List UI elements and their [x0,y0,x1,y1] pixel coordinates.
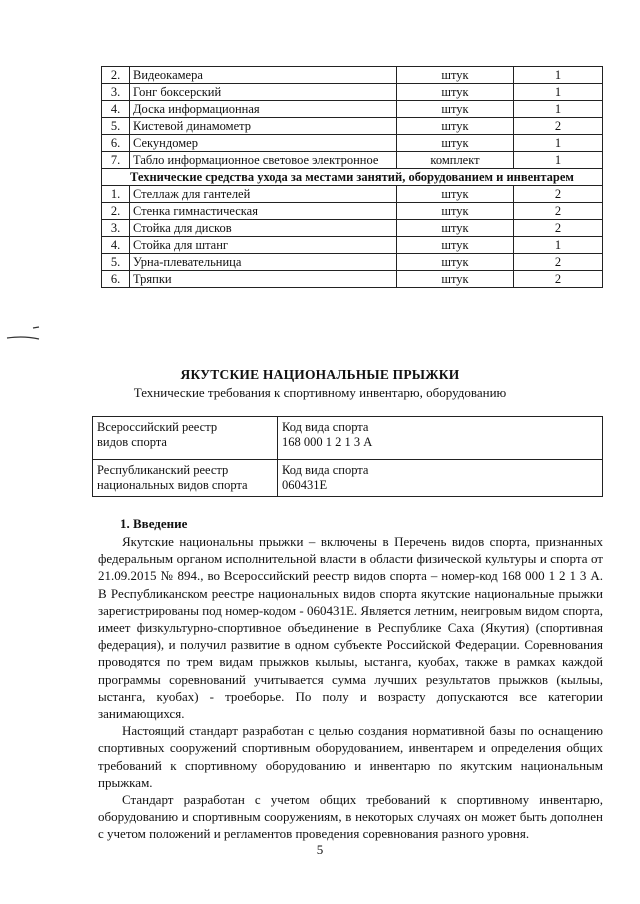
item-quantity: 2 [514,254,603,271]
item-unit: штук [397,220,514,237]
item-quantity: 1 [514,135,603,152]
row-number: 5. [102,254,130,271]
table-row [102,271,603,288]
row-number: 6. [102,271,130,288]
item-unit: штук [397,135,514,152]
item-unit: штук [397,118,514,135]
item-quantity: 1 [514,67,603,84]
item-quantity: 1 [514,101,603,118]
table-row [102,254,603,271]
registry-table [92,416,603,497]
margin-pen-mark [5,322,45,344]
item-unit: штук [397,203,514,220]
document-title: ЯКУТСКИЕ НАЦИОНАЛЬНЫЕ ПРЫЖКИ [180,367,460,382]
item-name: Доска информационная [130,101,397,118]
paragraph: Якутские национальны прыжки – включены в Перечень видов спорта, признанных федеральным органом исполнительной власти в области физической культуры и спорта от 21.09.2015 № 894., во Всероссийский реестр видов спорта – номер-код 168 000 1 2 1 3 А. В Республиканском реестре национальных видов спорта якутские национальные прыжки зарегистрированы под номер-кодом - 060431Е. Является летним, неигровым видом спорта, имеет физкультурно-спортивное объединение в Республике Саха (Якутия) (спортивная федерация), и получил развитие в одном субъекте Российской Федерации. Соревнования проводятся по трем видам прыжков кылыы, ыстанга, куобах, также в рамках каждой программы соревнований учитывается сумма лучших результатов прыжков (кылыы, ыстанга, куобах) - троеборье. По полу и возрасту допускаются все категории занимающихся. [98,534,603,722]
paragraph: Стандарт разработан с учетом общих требований к спортивному инвентарю, оборудованию и спортивным сооружениям, в некоторых случаях он может быть дополнен с учетом положений и регламентов проведения соревнования разного уровня. [98,792,603,842]
registry-code-value: 060431Е [282,478,328,492]
item-quantity: 1 [514,237,603,254]
registry-row-federal [93,417,603,460]
section-title: Технические средства ухода за местами занятий, оборудованием и инвентарем [102,169,603,186]
item-name: Табло информационное световое электронное [130,152,397,169]
item-quantity: 1 [514,152,603,169]
registry-label: национальных видов спорта [97,478,248,492]
table-row [102,67,603,84]
item-name: Тряпки [130,271,397,288]
item-quantity: 2 [514,203,603,220]
registry-label: Всероссийский реестр [97,420,218,434]
item-quantity: 2 [514,118,603,135]
row-number: 3. [102,84,130,101]
registry-cell-right [278,460,603,497]
item-unit: штук [397,84,514,101]
registry-code-value: 168 000 1 2 1 3 А [282,435,373,449]
item-quantity: 2 [514,271,603,288]
table-row [102,101,603,118]
registry-cell-left [93,460,278,497]
item-unit: штук [397,237,514,254]
table-row [102,220,603,237]
item-name: Кистевой динамометр [130,118,397,135]
item-unit: штук [397,67,514,84]
registry-code-label: Код вида спорта [282,420,369,434]
item-name: Видеокамера [130,67,397,84]
item-unit: штук [397,101,514,118]
item-name: Стеллаж для гантелей [130,186,397,203]
row-number: 4. [102,101,130,118]
item-name: Гонг боксерский [130,84,397,101]
registry-cell-left [93,417,278,460]
registry-label: видов спорта [97,435,167,449]
registry-code-label: Код вида спорта [282,463,369,477]
table-row [102,84,603,101]
item-unit: штук [397,271,514,288]
item-quantity: 1 [514,84,603,101]
table-row [102,203,603,220]
item-name: Стойка для дисков [130,220,397,237]
registry-label: Республиканский реестр [97,463,229,477]
registry-row-republic [93,460,603,497]
table-row [102,135,603,152]
body-text [98,533,603,843]
section-row [102,169,603,186]
item-name: Стойка для штанг [130,237,397,254]
row-number: 1. [102,186,130,203]
item-name: Стенка гимнастическая [130,203,397,220]
table-row [102,237,603,254]
item-quantity: 2 [514,220,603,237]
item-name: Секундомер [130,135,397,152]
table-row [102,186,603,203]
row-number: 7. [102,152,130,169]
item-unit: штук [397,186,514,203]
page-number: 5 [316,842,324,857]
row-number: 6. [102,135,130,152]
row-number: 2. [102,67,130,84]
item-unit: комплект [397,152,514,169]
row-number: 4. [102,237,130,254]
row-number: 5. [102,118,130,135]
row-number: 2. [102,203,130,220]
item-unit: штук [397,254,514,271]
table-row [102,118,603,135]
paragraph: Настоящий стандарт разработан с целью создания нормативной базы по оснащению спортивных сооружений спортивным оборудованием, инвентарем и определения общих требований к спортивному оборудованию и инвентарю по якутским национальным прыжкам. [98,723,603,790]
registry-cell-right [278,417,603,460]
row-number: 3. [102,220,130,237]
section-heading: 1. Введение [120,516,188,531]
table-row [102,152,603,169]
document-subtitle: Технические требования к спортивному инвентарю, оборудованию [133,385,507,400]
item-quantity: 2 [514,186,603,203]
equipment-table [101,66,603,288]
item-name: Урна-плевательница [130,254,397,271]
